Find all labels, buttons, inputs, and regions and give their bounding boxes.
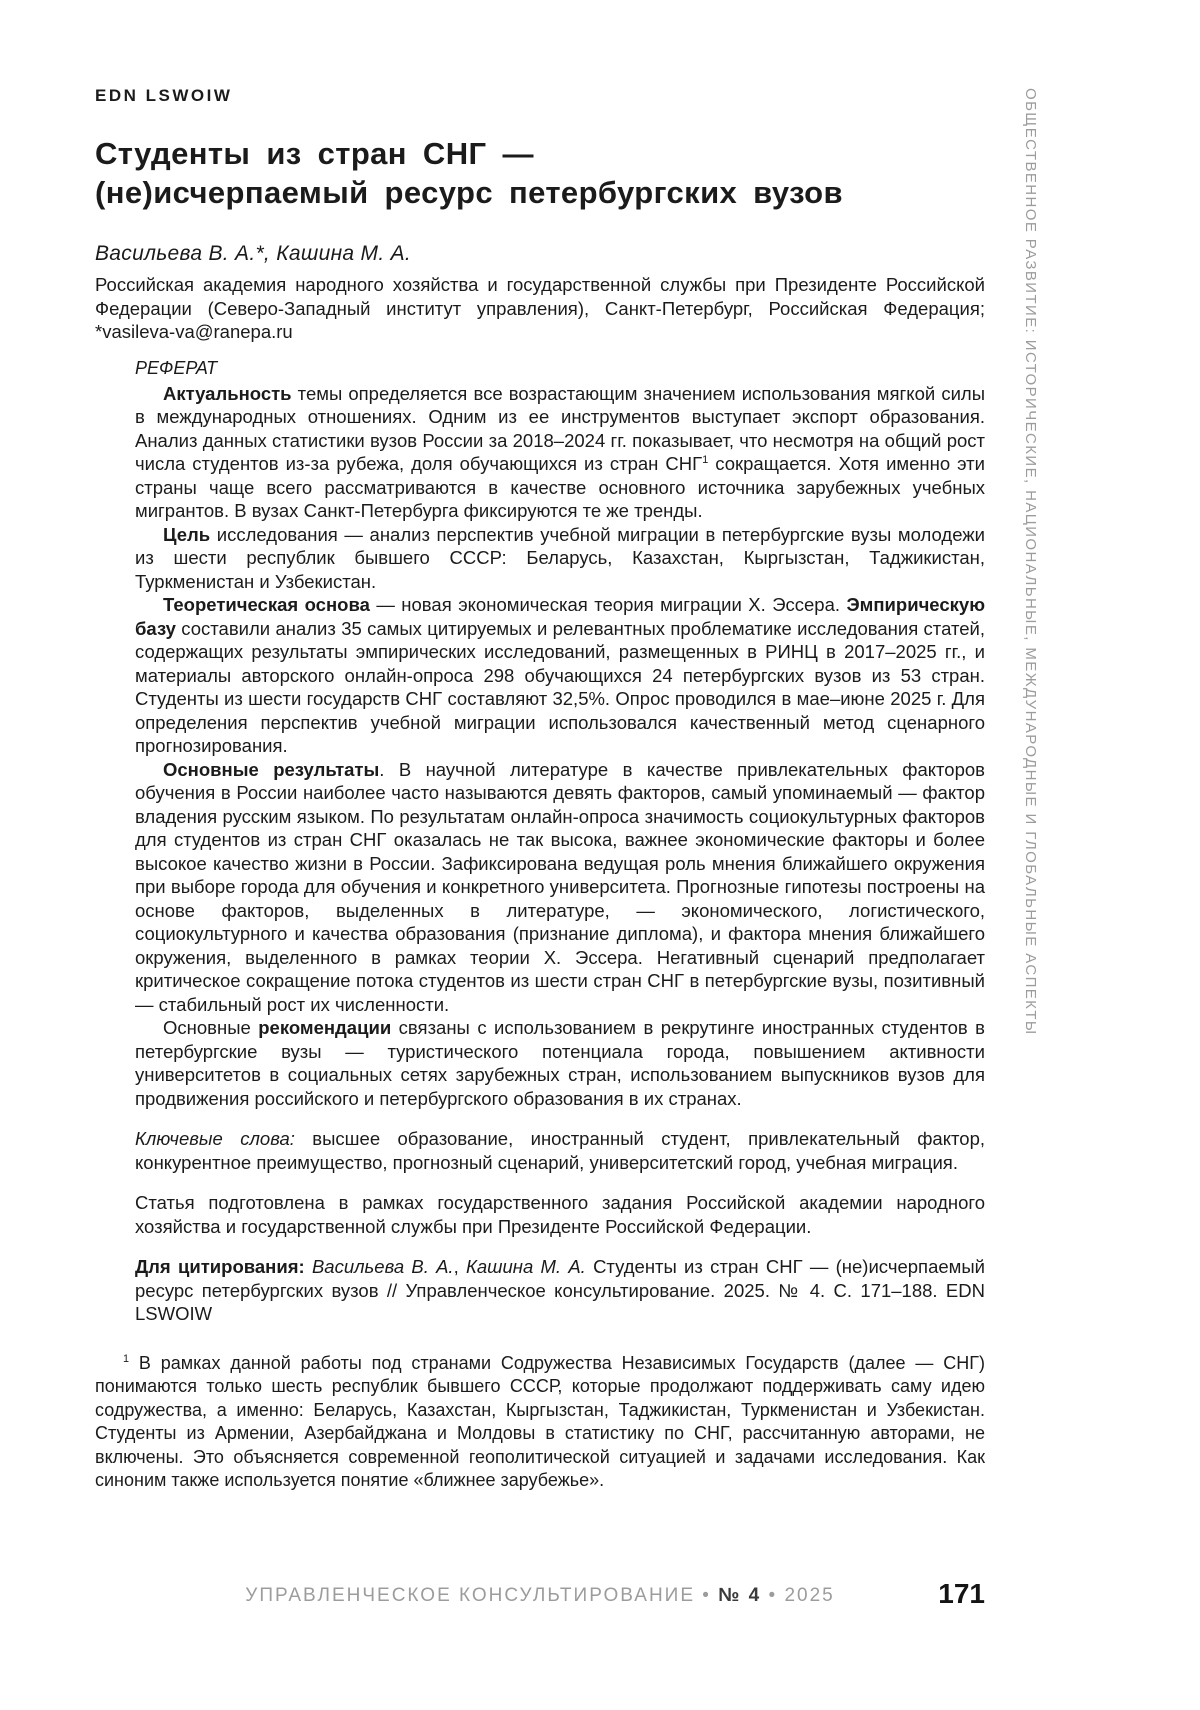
authors: Васильева В. А.*, Кашина М. А. [95, 242, 412, 265]
footer-separator-1: • [702, 1585, 711, 1606]
footer-separator-2: • [768, 1585, 778, 1606]
issue-year: 2025 [784, 1585, 835, 1606]
keywords: Ключевые слова: высшее образование, иностранный студент, привлекательный фактор, конкурентное преимущество, прогнозный сценарий, университетский город, учебная миграция. [135, 1128, 985, 1173]
edn-code: EDN LSWOIW [95, 86, 233, 105]
article-title-line-1: Студенты из стран СНГ — [95, 136, 534, 171]
citation-note: Для цитирования: Васильева В. А., Кашина М. А. Студенты из стран СНГ — (не)исчерпаемый ресурс петербургских вузов // Управленческое консультирование. 2025. № 4. С. 171–188. EDN LSWOIW [135, 1256, 985, 1324]
article-title-line-2: (не)исчерпаемый ресурс петербургских вузов [95, 175, 843, 210]
running-footer [95, 1580, 985, 1616]
issue-number: № 4 [718, 1585, 762, 1606]
abstract [135, 358, 985, 1326]
article [95, 86, 985, 1493]
abstract-label: РЕФЕРАТ [135, 357, 218, 378]
page-number: 171 [938, 1578, 985, 1609]
affiliation: Российская академия народного хозяйства и государственной службы при Президенте Российской Федерации (Северо-Западный институт управления), Санкт-Петербург, Российская Федерация; *vasileva-va@ranepa.ru [95, 274, 985, 342]
abstract-paragraph-goal: Цель исследования — анализ перспектив учебной миграции в петербургские вузы молодежи из шести республик бывшего СССР: Беларусь, Казахстан, Кыргызстан, Таджикистан, Туркменистан и Узбекистан. [135, 523, 985, 592]
section-title-vertical: ОБЩЕСТВЕННОЕ РАЗВИТИЕ: ИСТОРИЧЕСКИЕ, НАЦИОНАЛЬНЫЕ, МЕЖДУНАРОДНЫЕ И ГЛОБАЛЬНЫЕ АСПЕКТЫ [1022, 88, 1039, 1036]
abstract-paragraph-relevance: Актуальность темы определяется все возрастающим значением использования мягкой силы в международных отношениях. Одним из ее инструментов выступает экспорт образования. Анализ данных статистики вузов России за 2018–2024 гг. показывает, что несмотря на общий рост числа студентов из-за рубежа, доля обучающихся из стран СНГ$^1$ сокращается. Хотя именно эти страны чаще всего рассматриваются в качестве основного источника зарубежных учебных мигрантов. В вузах Санкт-Петербурга фиксируются те же тренды. [135, 382, 985, 521]
footnote: $^1$ В рамках данной работы под странами Содружества Независимых Государств (далее — СНГ) понимаются только шесть республик бывшего СССР, которые продолжают поддерживать саму идею содружества, а именно: Беларусь, Казахстан, Кыргызстан, Таджикистан, Туркменистан и Узбекистан. Студенты из Армении, Азербайджана и Молдовы в статистику по СНГ, рассчитанную авторами, не включены. Это объясняется современной геополитической ситуацией и задачами исследования. Как синоним также используется понятие «ближнее зарубежье». [95, 1352, 985, 1490]
article-title [95, 134, 985, 212]
journal-title: УПРАВЛЕНЧЕСКОЕ КОНСУЛЬТИРОВАНИЕ [245, 1585, 695, 1606]
abstract-paragraph-results: Основные результаты. В научной литературе в качестве привлекательных факторов обучения в России наиболее часто называются девять факторов, самый упоминаемый — фактор владения русским языком. По результатам онлайн-опроса значимость социокультурных факторов для студентов из стран СНГ оказалась не так высока, важнее экономические факторы и более высокое качество жизни в России. Зафиксирована ведущая роль мнения ближайшего окружения при выборе города для обучения и конкретного университета. Прогнозные гипотезы построены на основе факторов, выделенных в литературе, — экономического, логистического, социокультурного и качества образования (признание диплома), и фактора мнения ближайшего окружения, выделенного в рамках теории Х. Эссера. Негативный сценарий предполагает критическое сокращение потока студентов из шести стран СНГ в петербургские вузы, позитивный — стабильный рост их численности. [135, 758, 985, 1015]
footer-journal-line [95, 1580, 985, 1607]
abstract-paragraph-theory: Теоретическая основа — новая экономическая теория миграции Х. Эссера. Эмпирическую базу составили анализ 35 самых цитируемых и релевантных проблематике исследования статей, содержащих результаты эмпирических исследований, размещенных в РИНЦ в 2017–2025 гг., и материалы авторского онлайн-опроса 298 обучающихся 24 петербургских вузов из 53 стран. Студенты из шести государств СНГ составляют 32,5%. Опрос проводился в мае–июне 2025 г. Для определения перспектив учебной миграции использовался качественный метод сценарного прогнозирования. [135, 594, 985, 756]
funding-note: Статья подготовлена в рамках государственного задания Российской академии народного хозяйства и государственной службы при Президенте Российской Федерации. [135, 1192, 985, 1237]
abstract-paragraph-recommendations: Основные рекомендации связаны с использованием в рекрутинге иностранных студентов в петербургские вузы — туристического потенциала города, повышением активности университетов в социальных сетях зарубежных стран, использованием выпускников вузов для продвижения российского и петербургского образования в их странах. [135, 1017, 986, 1109]
